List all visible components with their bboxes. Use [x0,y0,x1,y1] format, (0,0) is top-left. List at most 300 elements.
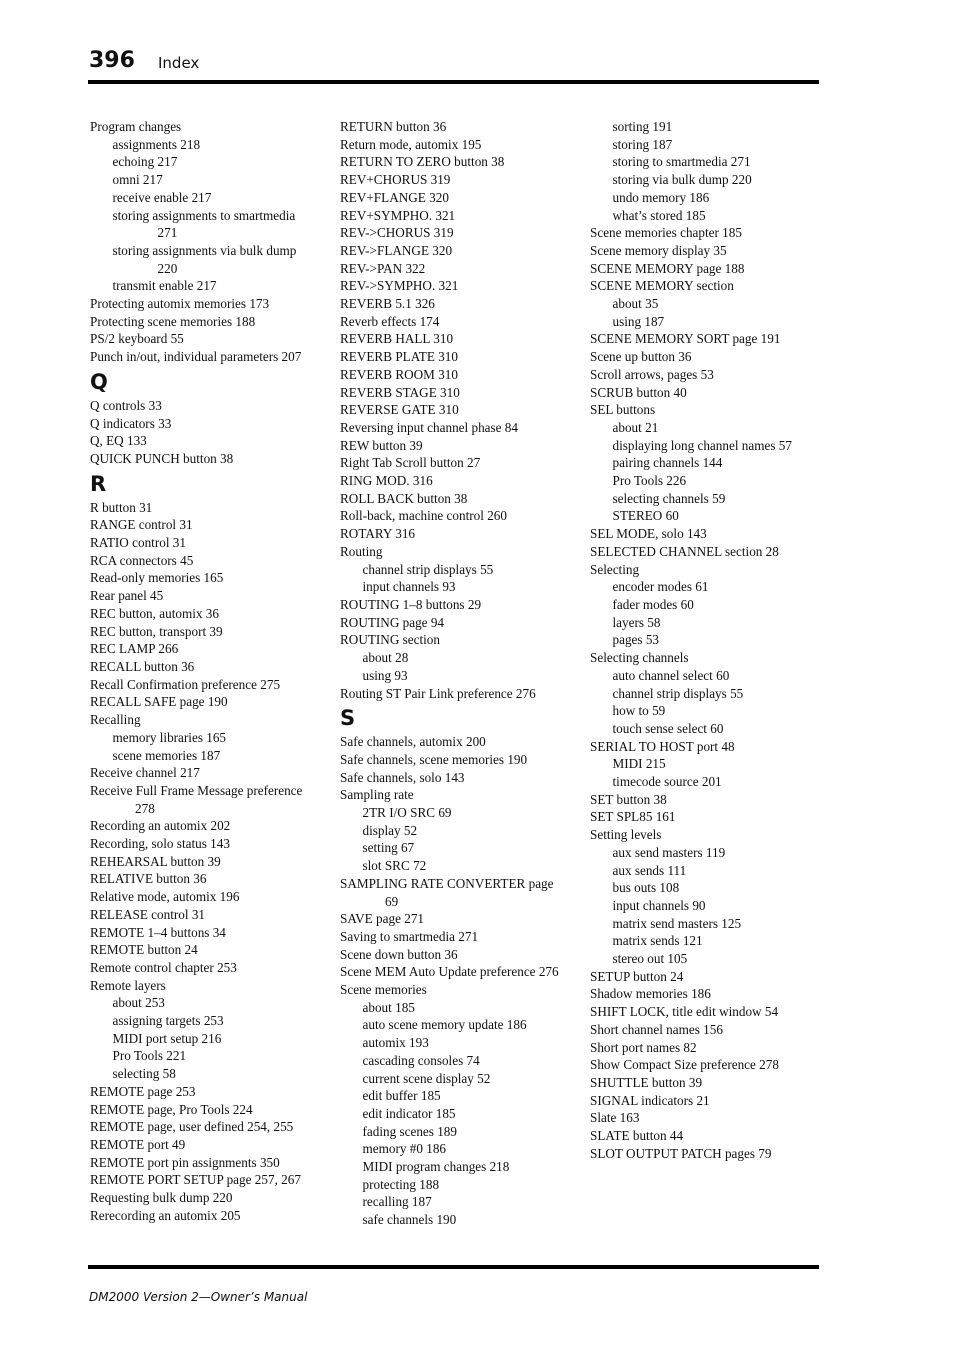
index-entry-text: assigning targets 253 [112,1013,224,1029]
index-entry-text: pages 53 [612,632,660,648]
index-entry-text: Protecting automix memories 173 [90,296,270,312]
index-subentry [90,171,322,189]
index-entry-text: Slate 163 [590,1110,640,1126]
index-entry [590,826,822,844]
index-entry-text: safe channels 190 [362,1212,457,1228]
index-subentry [590,507,822,525]
index-entry [590,224,822,242]
index-subentry [590,950,822,968]
index-entry-text: display 52 [362,822,418,838]
index-entry [340,330,572,348]
index-entry-text: Relative mode, automix 196 [90,889,240,905]
index-entry-text: Pro Tools 226 [612,473,687,489]
index-entry [90,415,322,433]
index-subentry [90,747,322,765]
index-entry [340,472,572,490]
index-entry [590,330,822,348]
index-entry [90,348,322,366]
index-entry [90,658,322,676]
index-entry-text: assignments 218 [112,136,201,152]
index-subentry [590,702,822,720]
index-entry-text: cascading consoles 74 [362,1052,480,1068]
index-entry [340,786,572,804]
index-entry-text: SET button 38 [590,791,667,807]
index-entry [90,587,322,605]
index-entry-text: MIDI program changes 218 [362,1159,510,1175]
index-entry-text: Program changes [90,119,182,134]
index-entry [340,242,572,260]
index-entry-text: Shadow memories 186 [590,986,711,1002]
index-column-3 [590,118,822,1162]
index-entry [340,366,572,384]
index-entry-text: about 28 [362,650,409,666]
index-subentry [590,844,822,862]
index-entry-text: REV->SYMPHO. 321 [340,278,459,294]
index-entry [90,1101,322,1119]
index-entry-text: Pro Tools 221 [112,1048,187,1064]
index-entry [340,419,572,437]
index-entry-text: REMOTE page 253 [90,1083,196,1099]
index-entry-text: edit buffer 185 [362,1088,441,1104]
index-subentry [340,1016,572,1034]
index-entry [90,835,322,853]
index-entry [590,791,822,809]
index-entry-text: RING MOD. 316 [340,473,433,489]
index-subentry [340,1140,572,1158]
index-entry-text: REMOTE button 24 [90,942,198,958]
index-entry [590,1003,822,1021]
index-subentry [590,454,822,472]
index-entry-text: Recall Confirmation preference 275 [90,676,281,692]
index-entry [590,366,822,384]
index-entry [340,189,572,207]
index-entry-text: REVERB PLATE 310 [340,349,458,365]
index-entry-text: Short channel names 156 [590,1021,723,1037]
index-subentry [590,437,822,455]
index-entry-text: Rear panel 45 [90,588,164,604]
index-entry-text: Short port names 82 [590,1039,697,1055]
index-entry-text: Rerecording an automix 205 [90,1207,241,1223]
index-column-1 [90,118,322,1224]
index-entry [590,561,822,579]
index-entry-text: channel strip displays 55 [612,685,744,701]
index-entry-text: Safe channels, solo 143 [340,769,465,785]
index-entry [90,977,322,995]
index-entry [90,534,322,552]
index-subentry [340,1034,572,1052]
index-entry [90,817,322,835]
index-entry-text: Routing ST Pair Link preference 276 [340,685,536,701]
index-entry-text: REMOTE PORT SETUP page 257, 267 [90,1172,301,1188]
index-subentry [590,755,822,773]
index-entry [90,1083,322,1101]
index-entry [340,751,572,769]
index-subentry [340,857,572,875]
header-rule [88,80,819,84]
index-entry [340,260,572,278]
index-subentry [90,1012,322,1030]
index-subentry [590,189,822,207]
index-entry-text: Safe channels, scene memories 190 [340,751,528,767]
index-entry-text: SEL MODE, solo 143 [590,526,707,542]
index-entry-text: MIDI port setup 216 [112,1030,222,1046]
index-entry-text: REMOTE page, Pro Tools 224 [90,1101,253,1117]
index-entry-text: transmit enable 217 [112,278,217,294]
index-subentry [590,932,822,950]
index-subentry [340,1211,572,1229]
index-entry-text: Remote layers [90,977,166,993]
index-entry-text: RELEASE control 31 [90,906,206,922]
index-entry [590,968,822,986]
index-entry-text: Recording, solo status 143 [90,836,230,852]
index-subentry [340,1105,572,1123]
index-entry-text: storing to smartmedia 271 [612,154,751,170]
index-subentry [590,667,822,685]
index-entry-text: REMOTE page, user defined 254, 255 [90,1119,294,1135]
index-entry-text: SLOT OUTPUT PATCH pages 79 [590,1145,772,1161]
index-entry [340,454,572,472]
index-entry-text: about 185 [362,999,415,1015]
section-title: Index [158,54,200,72]
index-entry-text: Reversing input channel phase 84 [340,419,518,435]
index-entry-text: REW button 39 [340,437,423,453]
index-subentry [90,1065,322,1083]
index-subentry [590,419,822,437]
index-entry-text: REMOTE port 49 [90,1136,186,1152]
index-entry-text: REV->FLANGE 320 [340,242,453,258]
index-entry-text: storing assignments via bulk dump [112,242,297,258]
index-letter-heading: S [340,706,356,731]
index-entry-text: STEREO 60 [612,508,679,524]
index-entry-text: Routing [340,543,383,559]
index-entry-text: Right Tab Scroll button 27 [340,455,481,471]
index-entry [90,295,322,313]
index-subentry [590,472,822,490]
index-subentry [340,1052,572,1070]
index-entry-text: Q controls 33 [90,397,162,413]
index-entry [590,1127,822,1145]
index-entry-text: SLATE button 44 [590,1128,684,1144]
index-entry-text: receive enable 217 [112,189,212,205]
index-entry-text: Saving to smartmedia 271 [340,928,479,944]
index-entry-text: fading scenes 189 [362,1123,457,1139]
index-column-2 [340,118,572,1229]
index-subentry [590,720,822,738]
index-entry-text: Roll-back, machine control 260 [340,508,507,524]
index-entry-text: 2TR I/O SRC 69 [362,805,452,821]
index-entry-text: RECALL SAFE page 190 [90,694,228,710]
index-entry [590,401,822,419]
index-entry-text: Scroll arrows, pages 53 [590,366,714,382]
index-entry-text: Scene memories [340,982,427,998]
index-entry [340,596,572,614]
footer-text: DM2000 Version 2—Owner’s Manual [89,1290,308,1304]
index-subentry [90,729,322,747]
index-entry [90,853,322,871]
index-entry-text: Receive channel 217 [90,765,200,781]
index-entry-text: selecting 58 [112,1066,176,1082]
index-entry [590,348,822,366]
index-entry [90,764,322,782]
index-entry [90,499,322,517]
index-subentry [590,685,822,703]
index-entry-page-continuation: 220 [157,260,178,276]
index-entry-text: REC LAMP 266 [90,641,179,657]
index-entry [340,910,572,928]
index-letter-heading: R [90,471,107,496]
index-entry-text: REV+SYMPHO. 321 [340,207,456,223]
index-entry-text: sorting 191 [612,119,673,134]
index-entry-text: REVERB 5.1 326 [340,296,435,312]
index-entry [90,1136,322,1154]
index-entry [340,401,572,419]
index-entry-text: REV->CHORUS 319 [340,225,454,241]
index-entry-text: storing assignments to smartmedia [112,207,296,223]
index-entry [90,888,322,906]
index-entry-page-continuation: 271 [157,225,178,241]
index-entry-text: memory libraries 165 [112,729,227,745]
index-entry-text: current scene display 52 [362,1070,491,1086]
index-entry [90,640,322,658]
index-entry [590,1145,822,1163]
index-subentry [90,136,322,154]
index-entry-text: auto channel select 60 [612,667,730,683]
index-entry [340,437,572,455]
index-entry [90,1171,322,1189]
index-subentry [340,561,572,579]
index-entry-text: automix 193 [362,1035,429,1051]
index-entry [340,525,572,543]
index-entry [590,543,822,561]
index-entry-text: echoing 217 [112,154,178,170]
index-entry-text: input channels 93 [362,579,456,595]
index-entry-text: Punch in/out, individual parameters 207 [90,349,302,365]
index-entry [340,875,572,910]
index-entry-text: selecting channels 59 [612,490,726,506]
index-entry [590,525,822,543]
index-entry [340,685,572,703]
index-entry-text: how to 59 [612,703,666,719]
index-entry [340,224,572,242]
index-subentry [90,242,322,277]
index-entry-text: REVERB STAGE 310 [340,384,460,400]
index-entry [340,118,572,136]
index-entry-text: Selecting channels [590,650,689,666]
index-entry-text: touch sense select 60 [612,720,724,736]
index-entry-text: Setting levels [590,827,662,843]
index-entry-text: REMOTE 1–4 buttons 34 [90,924,226,940]
index-subentry [90,1030,322,1048]
index-entry-page-continuation: 278 [135,800,155,816]
index-entry-text: RECALL button 36 [90,658,195,674]
index-entry-text: Requesting bulk dump 220 [90,1190,233,1206]
index-entry-text: REV+FLANGE 320 [340,189,449,205]
index-entry [590,384,822,402]
index-entry-text: RATIO control 31 [90,535,186,551]
index-entry-text: REVERB ROOM 310 [340,366,458,382]
index-entry-text: SCRUB button 40 [590,384,687,400]
index-entry-text: undo memory 186 [612,189,710,205]
index-entry-text: ROUTING 1–8 buttons 29 [340,596,482,612]
index-entry [590,738,822,756]
index-entry-text: SIGNAL indicators 21 [590,1092,710,1108]
index-subentry [340,1158,572,1176]
index-entry-text: slot SRC 72 [362,858,427,874]
index-entry [590,260,822,278]
index-entry-text: Protecting scene memories 188 [90,313,256,329]
index-entry [340,153,572,171]
index-subentry [590,631,822,649]
index-entry-text: SELECTED CHANNEL section 28 [590,543,779,559]
index-entry-text: auto scene memory update 186 [362,1017,527,1033]
index-entry-text: Selecting [590,561,640,577]
index-entry [340,543,572,561]
index-subentry [90,994,322,1012]
index-entry [90,330,322,348]
index-subentry [340,1070,572,1088]
index-entry [90,959,322,977]
index-subentry [590,596,822,614]
index-entry-text: RETURN button 36 [340,119,447,134]
index-entry-text: Scene MEM Auto Update preference 276 [340,964,559,980]
index-subentry [590,915,822,933]
index-entry-text: SCENE MEMORY section [590,278,734,294]
index-entry [340,963,572,981]
page-number: 396 [89,48,135,73]
index-entry-text: REC button, transport 39 [90,623,223,639]
index-entry-text: SCENE MEMORY SORT page 191 [590,331,781,347]
index-subentry [90,207,322,242]
index-subentry [90,189,322,207]
index-entry [90,552,322,570]
index-entry [590,277,822,295]
index-entry-text: REMOTE port pin assignments 350 [90,1154,280,1170]
index-entry-text: using 93 [362,667,408,683]
index-entry-text: storing via bulk dump 220 [612,172,752,188]
index-entry-text: REVERB HALL 310 [340,331,454,347]
index-entry-text: ROUTING section [340,632,440,648]
index-entry-text: about 35 [612,296,659,312]
index-entry-text: storing 187 [612,136,673,152]
index-entry [340,631,572,649]
index-entry-text: displaying long channel names 57 [612,437,792,453]
index-entry [90,1154,322,1172]
index-subentry [340,649,572,667]
index-entry [90,906,322,924]
index-entry [590,985,822,1003]
index-subentry [590,879,822,897]
index-entry [90,711,322,729]
index-entry [340,946,572,964]
index-entry-text: scene memories 187 [112,747,221,763]
index-entry [340,277,572,295]
index-entry [340,733,572,751]
index-subentry [340,999,572,1017]
index-entry [90,569,322,587]
index-entry [590,1092,822,1110]
index-entry-text: REVERSE GATE 310 [340,402,459,418]
index-entry-text: Reverb effects 174 [340,313,440,329]
index-subentry [590,862,822,880]
index-entry [90,397,322,415]
index-entry-text: Q, EQ 133 [90,433,147,449]
index-entry [340,769,572,787]
index-entry-text: Scene memory display 35 [590,242,727,258]
index-entry [340,490,572,508]
index-entry-text: SET SPL85 161 [590,809,676,825]
index-entry-text: matrix sends 121 [612,933,703,949]
index-subentry [590,614,822,632]
index-entry-text: SHUTTLE button 39 [590,1074,703,1090]
index-entry-text: memory #0 186 [362,1141,447,1157]
index-entry-text: edit indicator 185 [362,1105,456,1121]
index-subentry [340,822,572,840]
index-entry [590,808,822,826]
index-subentry [590,153,822,171]
index-subentry [340,578,572,596]
index-entry [340,207,572,225]
index-subentry [340,804,572,822]
index-entry [340,313,572,331]
index-entry [590,1074,822,1092]
index-subentry [590,171,822,189]
index-entry-text: timecode source 201 [612,774,722,790]
index-entry-text: RANGE control 31 [90,517,193,533]
index-entry-text: QUICK PUNCH button 38 [90,450,234,466]
index-entry-text: Scene up button 36 [590,349,692,365]
index-subentry [340,667,572,685]
index-entry-text: setting 67 [362,840,415,856]
index-entry-text: Scene memories chapter 185 [590,225,742,241]
index-entry-text: pairing channels 144 [612,455,723,471]
index-entry [90,605,322,623]
index-subentry [590,207,822,225]
index-entry-text: R button 31 [90,499,153,515]
index-subentry [340,1193,572,1211]
index-entry [340,171,572,189]
index-entry-text: fader modes 60 [612,596,694,612]
index-entry [90,313,322,331]
index-entry [340,614,572,632]
index-entry-text: REHEARSAL button 39 [90,853,221,869]
index-subentry [590,773,822,791]
index-entry-text: REV->PAN 322 [340,260,426,276]
index-entry-text: MIDI 215 [612,756,666,772]
index-entry [90,870,322,888]
index-entry [590,1056,822,1074]
index-entry [90,516,322,534]
index-entry-text: stereo out 105 [612,951,688,967]
index-entry [90,941,322,959]
index-entry-text: ROTARY 316 [340,526,416,542]
index-subentry [340,1176,572,1194]
index-entry-text: RCA connectors 45 [90,552,194,568]
index-entry-text: using 187 [612,313,665,329]
index-entry [340,981,572,999]
index-entry-text: encoder modes 61 [612,579,709,595]
index-subentry [90,153,322,171]
index-entry-text: SAMPLING RATE CONVERTER page [340,875,554,891]
index-entry [340,928,572,946]
index-entry [590,1021,822,1039]
index-entry-text: ROLL BACK button 38 [340,490,468,506]
index-entry [90,450,322,468]
index-entry [590,1039,822,1057]
index-entry-text: REC button, automix 36 [90,605,219,621]
index-entry-text: Receive Full Frame Message preference [90,782,303,798]
index-entry-text: input channels 90 [612,897,706,913]
index-entry-text: SETUP button 24 [590,968,684,984]
